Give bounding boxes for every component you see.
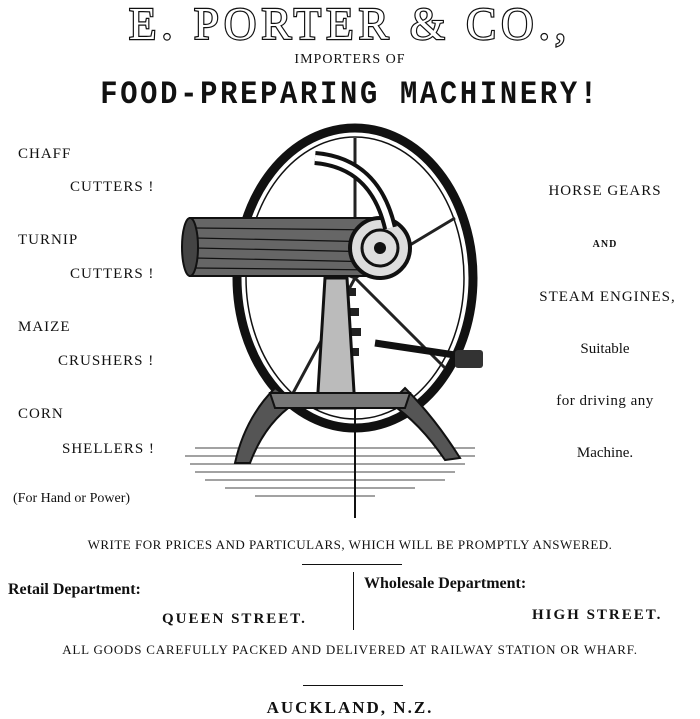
retail-dept-title: Retail Department:: [8, 581, 141, 598]
wholesale-dept-title: Wholesale Department:: [364, 575, 527, 592]
right-item-suitable: Suitable: [580, 341, 630, 357]
left-item-crushers: CRUSHERS !: [58, 353, 155, 369]
divider-bottom: [303, 685, 403, 686]
right-item-steam-engines: STEAM ENGINES,: [539, 289, 676, 305]
divider-short: [302, 564, 402, 565]
left-item-chaff: CHAFF: [18, 146, 72, 162]
left-item-cutters-1: CUTTERS !: [70, 179, 155, 195]
left-item-shellers: SHELLERS !: [62, 441, 155, 457]
goods-delivered-note: ALL GOODS CAREFULLY PACKED AND DELIVERED AT RAILWAY STATION OR WHARF.: [62, 642, 638, 657]
left-item-corn: CORN: [18, 406, 64, 422]
right-item-machine: Machine.: [576, 445, 634, 461]
left-item-cutters-2: CUTTERS !: [70, 266, 155, 282]
left-item-hand-power: (For Hand or Power): [13, 491, 131, 506]
right-item-driving: for driving any: [556, 393, 654, 409]
right-item-and: AND: [592, 239, 618, 250]
importers-label: IMPORTERS OF: [294, 52, 406, 67]
chaff-cutter-engraving: [175, 118, 495, 518]
right-item-horse-gears: HORSE GEARS: [548, 183, 662, 199]
left-item-turnip: TURNIP: [18, 232, 79, 248]
firm-name: E. PORTER & CO.,: [128, 0, 572, 49]
headline: FOOD-PREPARING MACHINERY!: [100, 76, 600, 113]
left-item-maize: MAIZE: [18, 319, 71, 335]
write-for-prices: WRITE FOR PRICES AND PARTICULARS, WHICH WILL BE PROMPTLY ANSWERED.: [87, 537, 613, 552]
retail-street: QUEEN STREET.: [162, 611, 307, 627]
dept-divider: [353, 572, 354, 630]
city-name: AUCKLAND, N.Z.: [266, 698, 434, 717]
wholesale-street: HIGH STREET.: [532, 607, 663, 623]
